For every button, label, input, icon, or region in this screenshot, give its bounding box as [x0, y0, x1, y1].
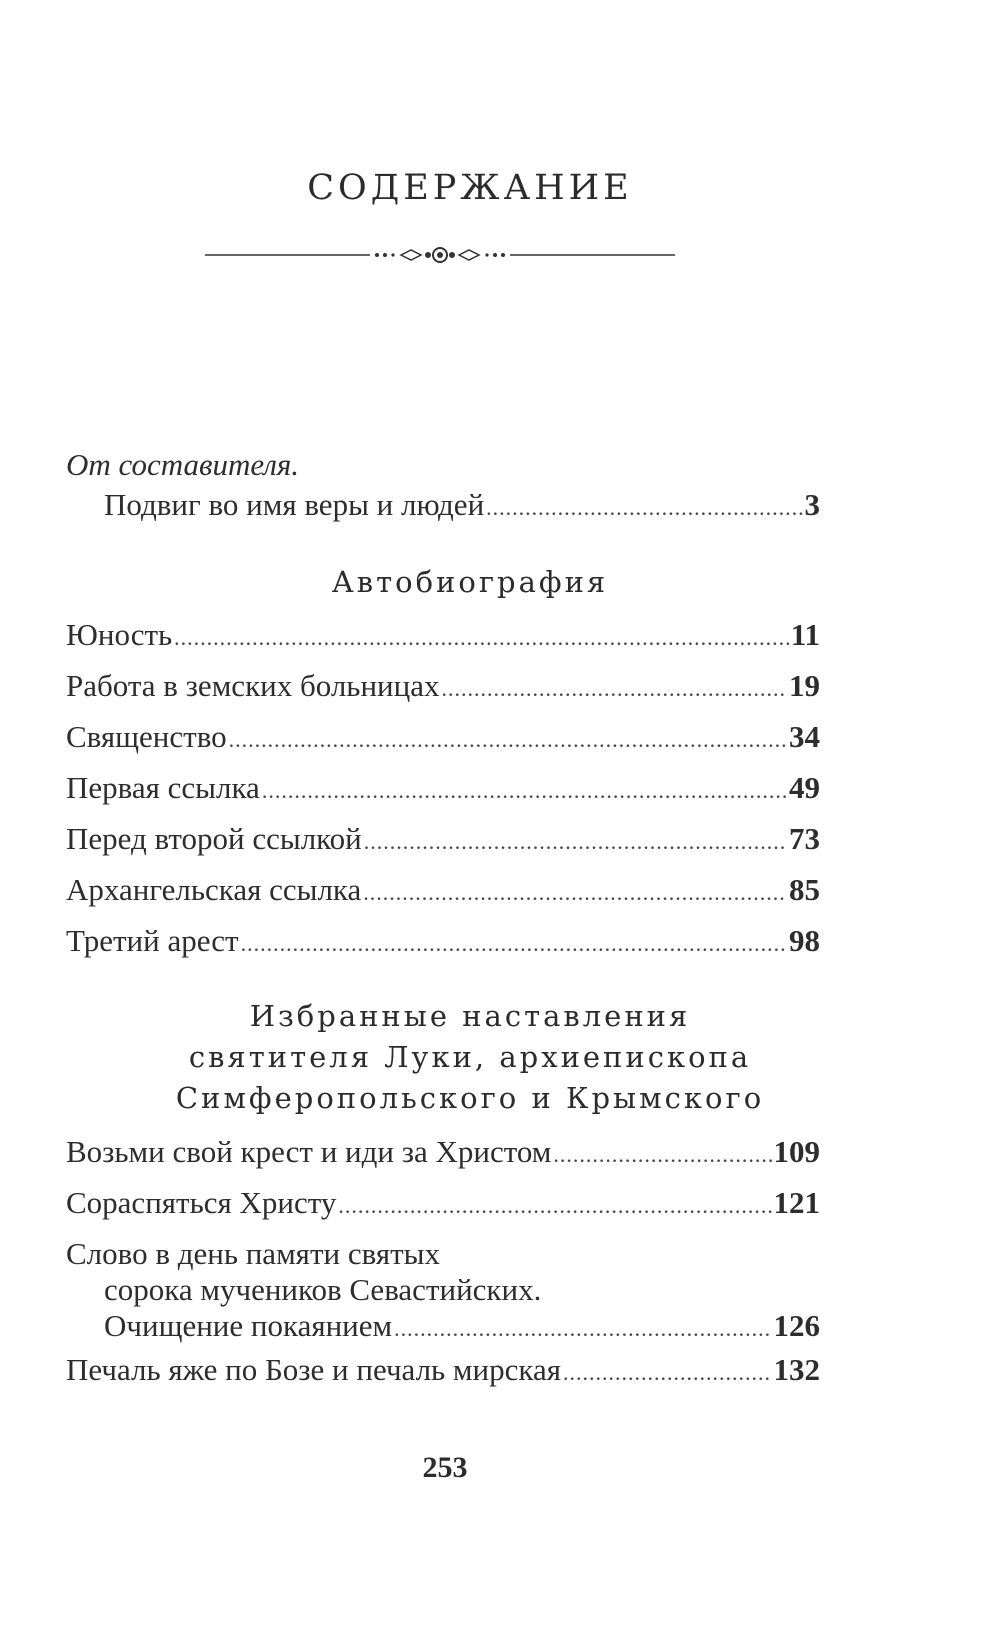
toc-page-number: 34: [789, 719, 820, 754]
leader-dots: [553, 1137, 771, 1173]
leader-dots: [394, 1311, 771, 1347]
toc-page-number: 121: [773, 1185, 820, 1220]
toc-entry-label: Очищение покаянием: [104, 1308, 393, 1343]
ornament-divider: [205, 240, 675, 270]
leader-dots: [338, 1188, 771, 1224]
toc-entry-label: Священство: [66, 719, 227, 754]
toc-page-number: 49: [789, 770, 820, 805]
toc-entry[interactable]: [66, 719, 820, 758]
toc-entry-label: Сораспяться Христу: [66, 1185, 337, 1220]
leader-dots: [441, 671, 787, 707]
toc-page-number: 109: [773, 1134, 820, 1169]
toc-entry-label: сорока мучеников Севастийских.: [104, 1272, 542, 1307]
section-heading: [0, 996, 940, 1119]
toc-entry-label: Перед второй ссылкой: [66, 821, 362, 856]
toc-page-number: 3: [804, 487, 820, 522]
toc-page-number: 98: [789, 923, 820, 958]
toc-page-number: 11: [790, 617, 820, 652]
leader-dots: [229, 722, 787, 758]
section-heading: Автобиография: [331, 565, 609, 599]
toc-entry-label: Архангельская ссылка: [66, 872, 362, 907]
toc-entry[interactable]: [66, 1352, 820, 1391]
toc-entry[interactable]: [66, 872, 820, 911]
leader-dots: [174, 620, 789, 656]
toc-entry[interactable]: [66, 1185, 820, 1224]
toc-page-number: 132: [773, 1352, 820, 1387]
toc-entry-label: Третий арест: [66, 923, 239, 958]
toc-entry-label: Юность: [66, 617, 173, 652]
toc-entry[interactable]: [66, 770, 820, 809]
toc-entry[interactable]: [66, 923, 820, 962]
leader-dots: [364, 824, 787, 860]
toc-entry[interactable]: [66, 1236, 820, 1347]
toc-page-number: 85: [789, 872, 820, 907]
page-title: СОДЕРЖАНИЕ: [307, 168, 633, 208]
toc-page-number: 73: [789, 821, 820, 856]
toc-entry-preface[interactable]: [66, 447, 820, 526]
toc-entry[interactable]: [66, 617, 820, 656]
section-heading-line: святителя Луки, архиепископа: [188, 1040, 752, 1074]
page-number: 253: [422, 1451, 468, 1484]
toc-entry[interactable]: [66, 1134, 820, 1173]
toc-entry-label: Печаль яже по Бозе и печаль мирская: [66, 1352, 562, 1387]
toc-page-number: 19: [789, 668, 820, 703]
toc-entry-label: От составителя.: [66, 447, 300, 482]
toc-entry-label: Работа в земских больницах: [66, 668, 440, 703]
toc-page-number: 126: [773, 1308, 820, 1343]
leader-dots: [563, 1355, 771, 1391]
toc-entry[interactable]: [66, 821, 820, 860]
toc-entry-label: Подвиг во имя веры и людей: [104, 487, 485, 522]
toc-entry[interactable]: [66, 668, 820, 707]
section-heading-line: Избранные наставления: [249, 999, 691, 1033]
leader-dots: [241, 926, 787, 962]
leader-dots: [363, 875, 787, 911]
toc-entry-label: Слово в день памяти святых: [66, 1236, 440, 1271]
toc-entry-label: Возьми свой крест и иди за Христом: [66, 1134, 552, 1169]
toc-entry-label: Первая ссылка: [66, 770, 260, 805]
leader-dots: [262, 773, 787, 809]
section-heading-line: Симферопольского и Крымского: [175, 1081, 765, 1115]
leader-dots: [486, 490, 802, 526]
